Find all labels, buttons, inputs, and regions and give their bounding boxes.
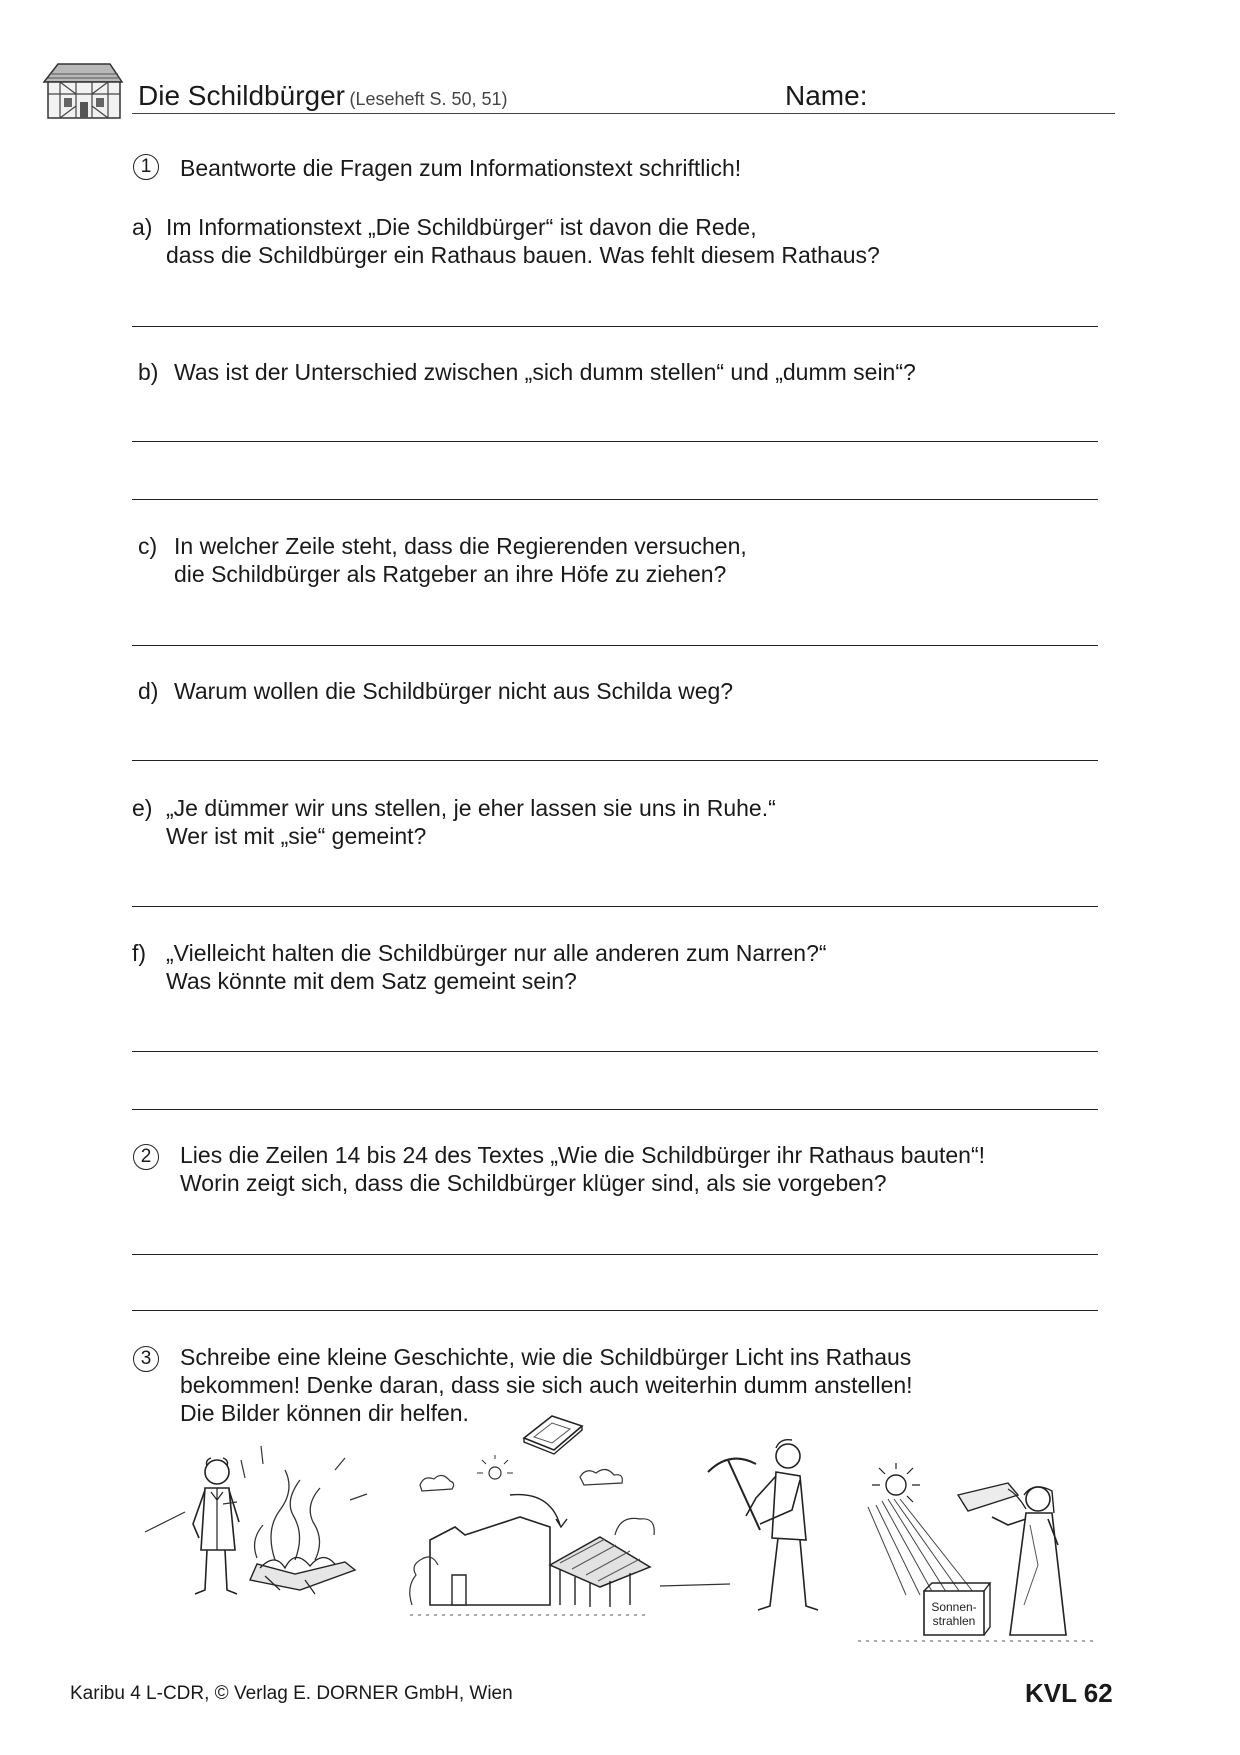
question-b-line-1: Was ist der Unterschied zwischen „sich dumm stellen“ und „dumm sein“?	[174, 359, 916, 385]
man-burning-papers-illustration	[145, 1440, 395, 1620]
task-2-line-1: Lies die Zeilen 14 bis 24 des Textes „Wie die Schildbürger ihr Rathaus bauten“!	[180, 1142, 986, 1168]
question-e-line-2: Wer ist mit „sie“ gemeint?	[166, 823, 427, 849]
task-3-line-3: Die Bilder können dir helfen.	[180, 1400, 469, 1426]
answer-line-f-1[interactable]	[132, 1051, 1098, 1052]
answer-line-2-1[interactable]	[132, 1254, 1098, 1255]
page-subtitle: (Leseheft S. 50, 51)	[349, 89, 508, 109]
answer-line-f-2[interactable]	[132, 1109, 1098, 1110]
sunbeams-box-label-line-1: Sonnen-	[931, 1600, 977, 1614]
question-f-line-2: Was könnte mit dem Satz gemeint sein?	[166, 968, 577, 994]
footer-code: KVL 62	[1025, 1678, 1113, 1708]
answer-line-c-1[interactable]	[132, 645, 1098, 646]
sunbeams-box-label-line-2: strahlen	[932, 1614, 976, 1628]
woman-catching-sunbeams-illustration	[858, 1455, 1103, 1655]
page-title: Die Schildbürger	[138, 80, 345, 111]
task-number-1: 1	[133, 154, 159, 180]
answer-line-2-2[interactable]	[132, 1310, 1098, 1311]
task-3-line-1: Schreibe eine kleine Geschichte, wie die Schildbürger Licht ins Rathaus	[180, 1344, 912, 1370]
header-rule	[132, 113, 1115, 114]
name-field[interactable]	[875, 78, 1115, 112]
question-f-line-1: „Vielleicht halten die Schildbürger nur alle anderen zum Narren?“	[166, 940, 827, 966]
question-a-line-2: dass die Schildbürger ein Rathaus bauen. Was fehlt diesem Rathaus?	[166, 242, 880, 268]
answer-line-a-1[interactable]	[132, 326, 1098, 327]
answer-line-b-2[interactable]	[132, 499, 1098, 500]
answer-line-b-1[interactable]	[132, 441, 1098, 442]
task-number-3: 3	[133, 1346, 159, 1372]
question-d-letter: d)	[138, 678, 159, 704]
footer-copyright: Karibu 4 L-CDR, © Verlag E. DORNER GmbH, Wien	[70, 1683, 513, 1704]
question-a-line-1: Im Informationstext „Die Schildbürger“ ist davon die Rede,	[166, 214, 757, 240]
question-c-line-2: die Schildbürger als Ratgeber an ihre Höfe zu ziehen?	[174, 561, 727, 587]
question-c-line-1: In welcher Zeile steht, dass die Regierenden versuchen,	[174, 533, 747, 559]
book-illustration	[522, 1412, 584, 1452]
question-e-line-1: „Je dümmer wir uns stellen, je eher lassen sie uns in Ruhe.“	[166, 795, 776, 821]
question-a-letter: a)	[132, 214, 153, 240]
task-2-line-2: Worin zeigt sich, dass die Schildbürger klüger sind, als sie vorgeben?	[180, 1170, 887, 1196]
answer-line-e-1[interactable]	[132, 906, 1098, 907]
name-label: Name:	[785, 80, 868, 111]
task-3-line-2: bekommen! Denke daran, dass sie sich auch weiterhin dumm anstellen!	[180, 1372, 913, 1398]
question-c-letter: c)	[138, 533, 158, 559]
question-f-letter: f)	[132, 940, 147, 966]
man-with-pickaxe-illustration	[660, 1420, 840, 1640]
house-icon	[40, 60, 126, 122]
townhall-roof-illustration	[410, 1455, 660, 1655]
question-b-letter: b)	[138, 359, 159, 385]
task-number-2: 2	[133, 1144, 159, 1170]
question-d-line-1: Warum wollen die Schildbürger nicht aus Schilda weg?	[174, 678, 734, 704]
answer-line-d-1[interactable]	[132, 760, 1098, 761]
question-e-letter: e)	[132, 795, 153, 821]
task-1-text: Beantworte die Fragen zum Informationstext schriftlich!	[180, 155, 742, 181]
